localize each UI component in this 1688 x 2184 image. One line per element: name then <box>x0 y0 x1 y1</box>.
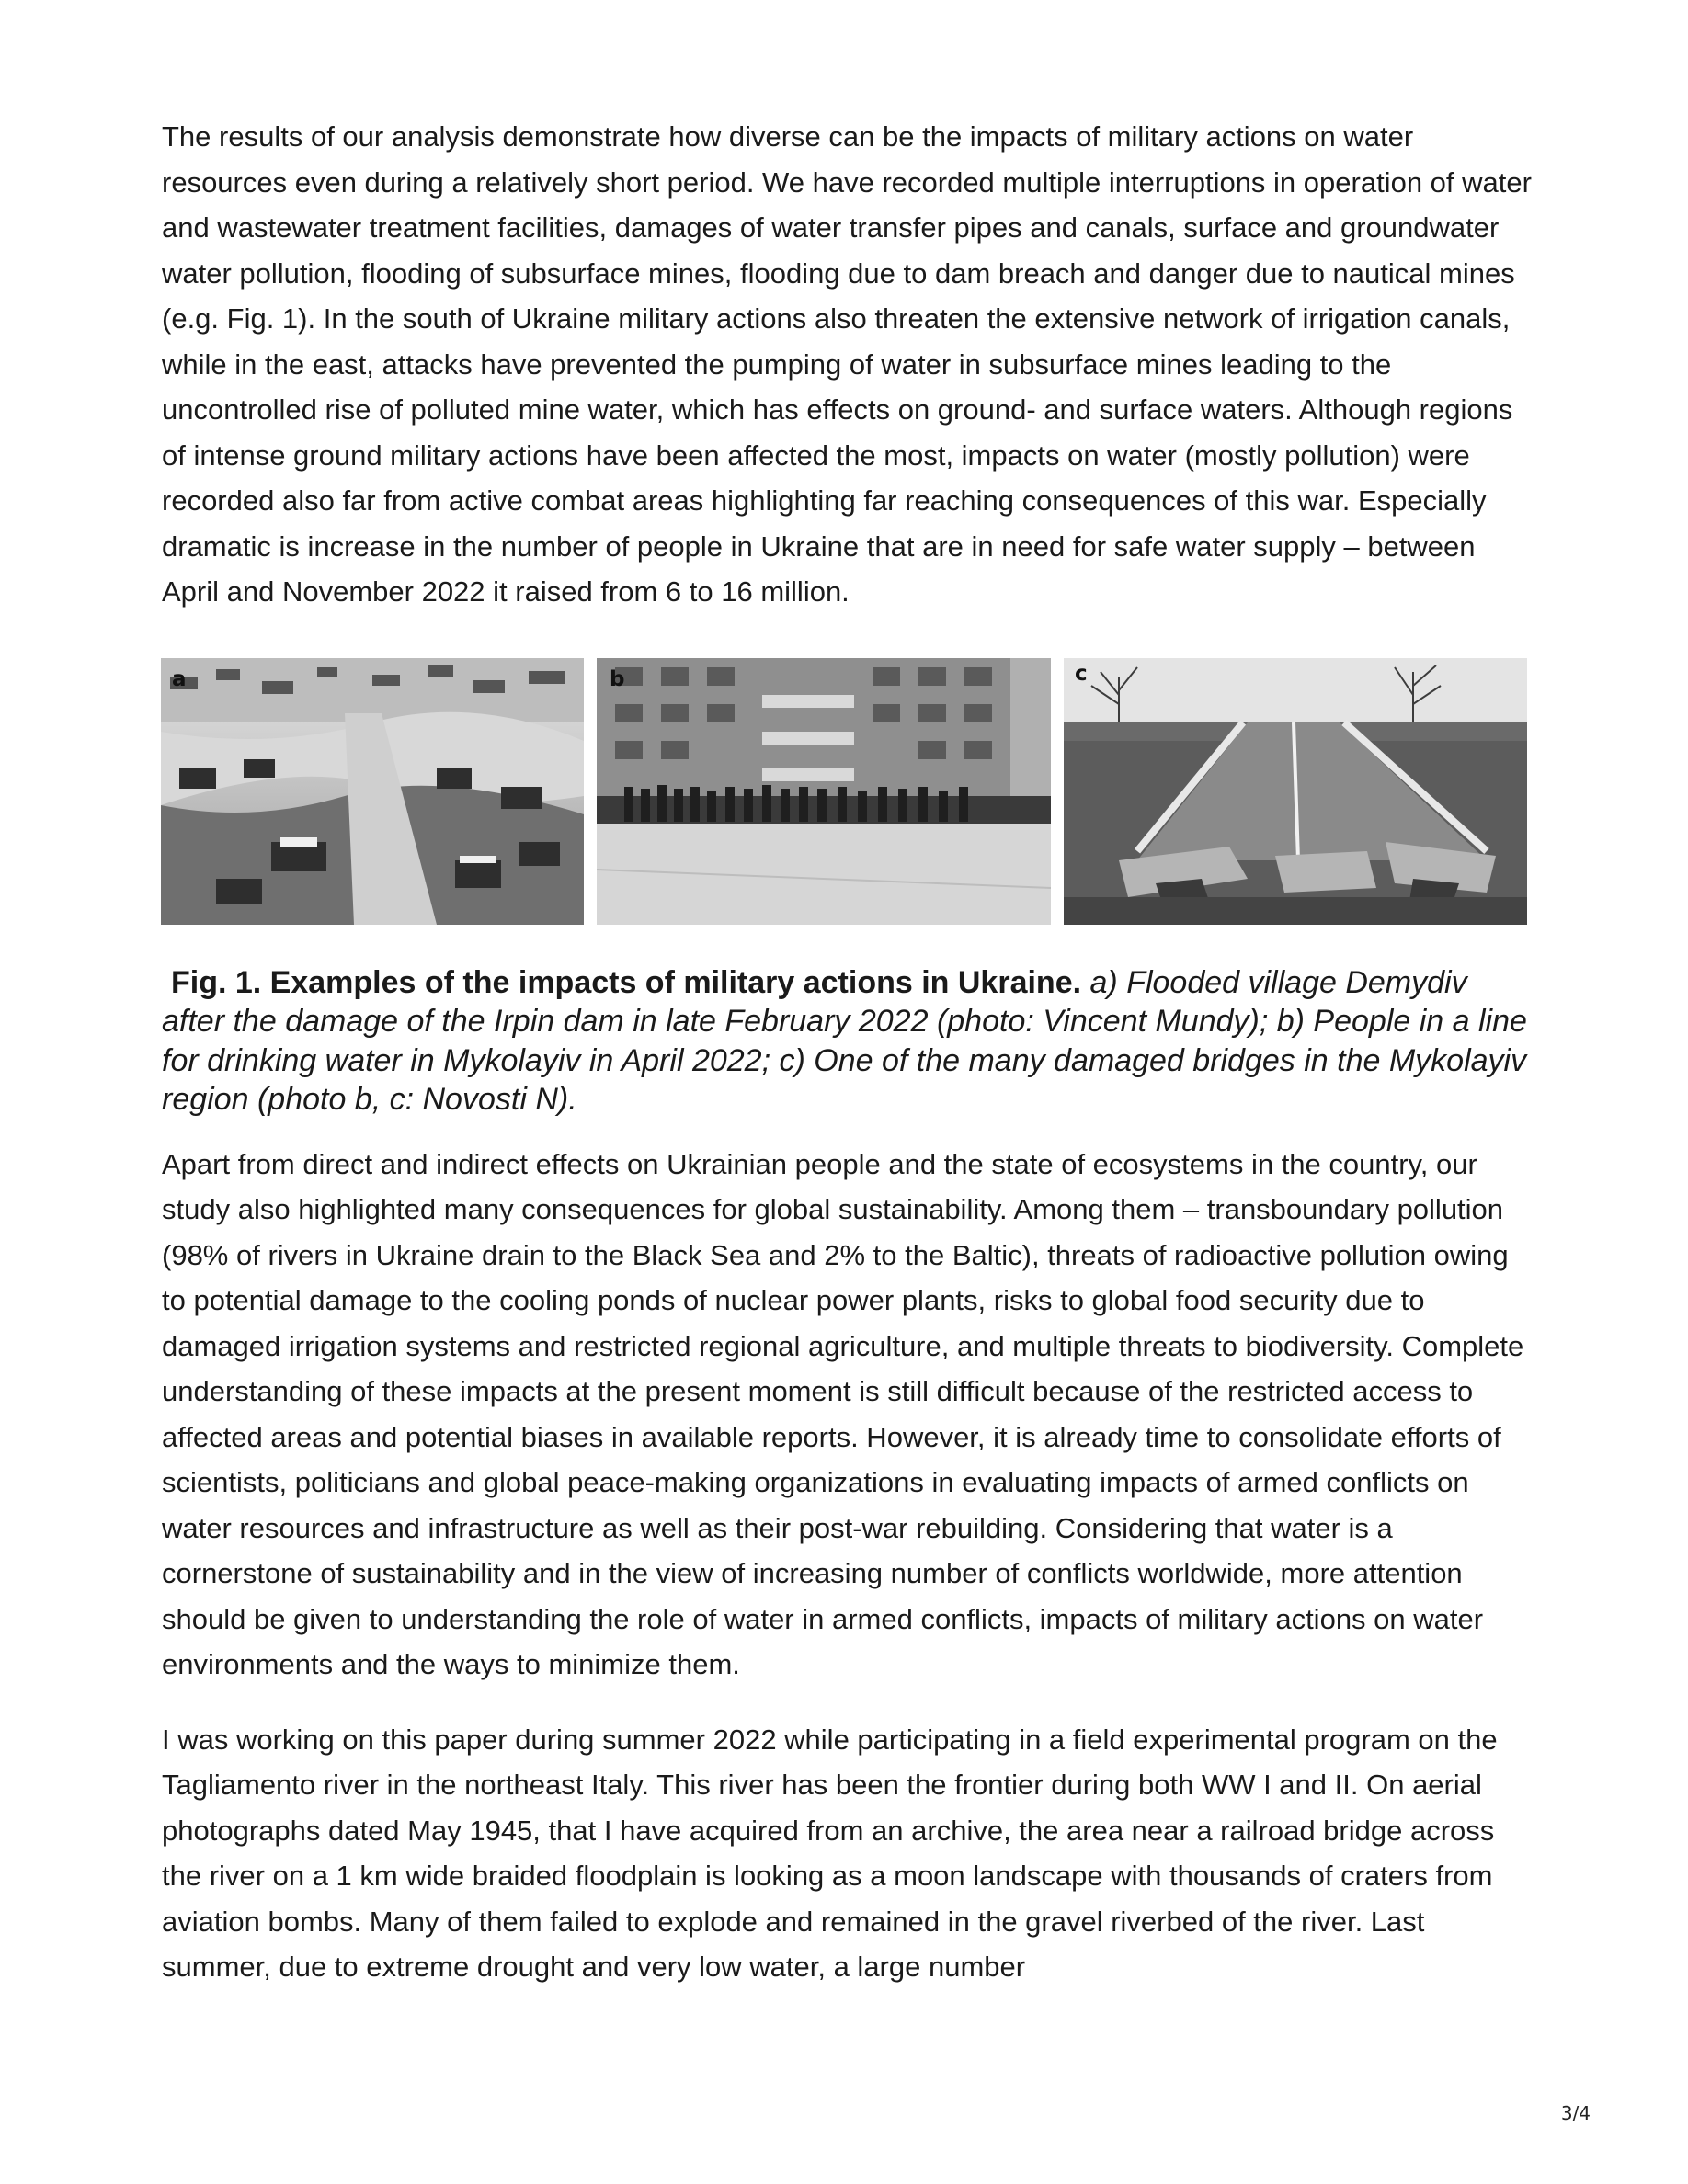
figure-caption-description: a) Flooded village Demydiv after the damage of the Irpin dam in late February 2022 (photo: Vincent Mundy); b) People in a line for drinking water in Mykolayiv in April 2022; c) One of the many damaged bridges in the Mykolayiv region (photo b, c: Novosti N). <box>162 964 1527 1117</box>
panel-label-b: b <box>610 666 625 691</box>
paragraph-tagliamento: I was working on this paper during summer 2022 while participating in a field experimental program on the Tagliamento river in the northeast Italy. This river has been the frontier during both WW I and II. On aerial photographs dated May 1945, that I have acquired from an archive, the area near a railroad bridge across the river on a 1 km wide braided floodplain is looking as a moon landscape with thousands of craters from aviation bombs. Many of them failed to explode and remained in the gravel riverbed of the river. Last summer, due to extreme drought and very low water, a large number <box>162 1723 1498 1983</box>
photo-damaged-bridge <box>1064 658 1527 925</box>
panel-label-a: a <box>172 666 187 691</box>
water-queue-image <box>597 658 1051 925</box>
damaged-bridge-image <box>1064 658 1527 925</box>
panel-label-c: c <box>1075 661 1088 686</box>
article-body <box>162 114 1532 1990</box>
flooded-village-image <box>161 658 584 925</box>
figure-caption <box>162 963 1532 1120</box>
page-number: 3/4 <box>1560 2102 1591 2124</box>
paragraph-global-consequences: Apart from direct and indirect effects on Ukrainian people and the state of ecosystems in the country, our study also highlighted many consequences for global sustainability. Among them – transboundary pollution (98% of rivers in Ukraine drain to the Black Sea and 2% to the Baltic), threats of radioactive pollution owing to potential damage to the cooling ponds of nuclear power plants, risks to global food security due to damaged irrigation systems and restricted regional agriculture, and multiple threats to biodiversity. Complete understanding of these impacts at the present moment is still difficult because of the restricted access to affected areas and potential biases in available reports. However, it is already time to consolidate efforts of scientists, politicians and global peace-making organizations in evaluating impacts of armed conflicts on water resources and infrastructure as well as their post-war rebuilding. Considering that water is a cornerstone of sustainability and in the view of increasing number of conflicts worldwide, more attention should be given to understanding the role of water in armed conflicts, impacts of military actions on water environments and the ways to minimize them. <box>162 1147 1524 1680</box>
paragraph-results: The results of our analysis demonstrate how diverse can be the impacts of military actions on water resources even during a relatively short period. We have recorded multiple interruptions in operation of water and wastewater treatment facilities, damages of water transfer pipes and canals, surface and groundwater water pollution, flooding of subsurface mines, flooding due to dam breach and danger due to nautical mines (e.g. Fig. 1). In the south of Ukraine military actions also threaten the extensive network of irrigation canals, while in the east, attacks have prevented the pumping of water in subsurface mines leading to the uncontrolled rise of polluted mine water, which has effects on ground- and surface waters. Although regions of intense ground military actions have been affected the most, impacts on water (mostly pollution) were recorded also far from active combat areas highlighting far reaching consequences of this war. Especially dramatic is increase in the number of people in Ukraine that are in need for safe water supply – between April and November 2022 it raised from 6 to 16 million. <box>162 120 1532 608</box>
photo-water-queue <box>597 658 1051 925</box>
figure-1-photos <box>161 658 1532 925</box>
photo-flooded-village <box>161 658 584 925</box>
figure-caption-title: Fig. 1. Examples of the impacts of military actions in Ukraine. <box>171 964 1082 1000</box>
